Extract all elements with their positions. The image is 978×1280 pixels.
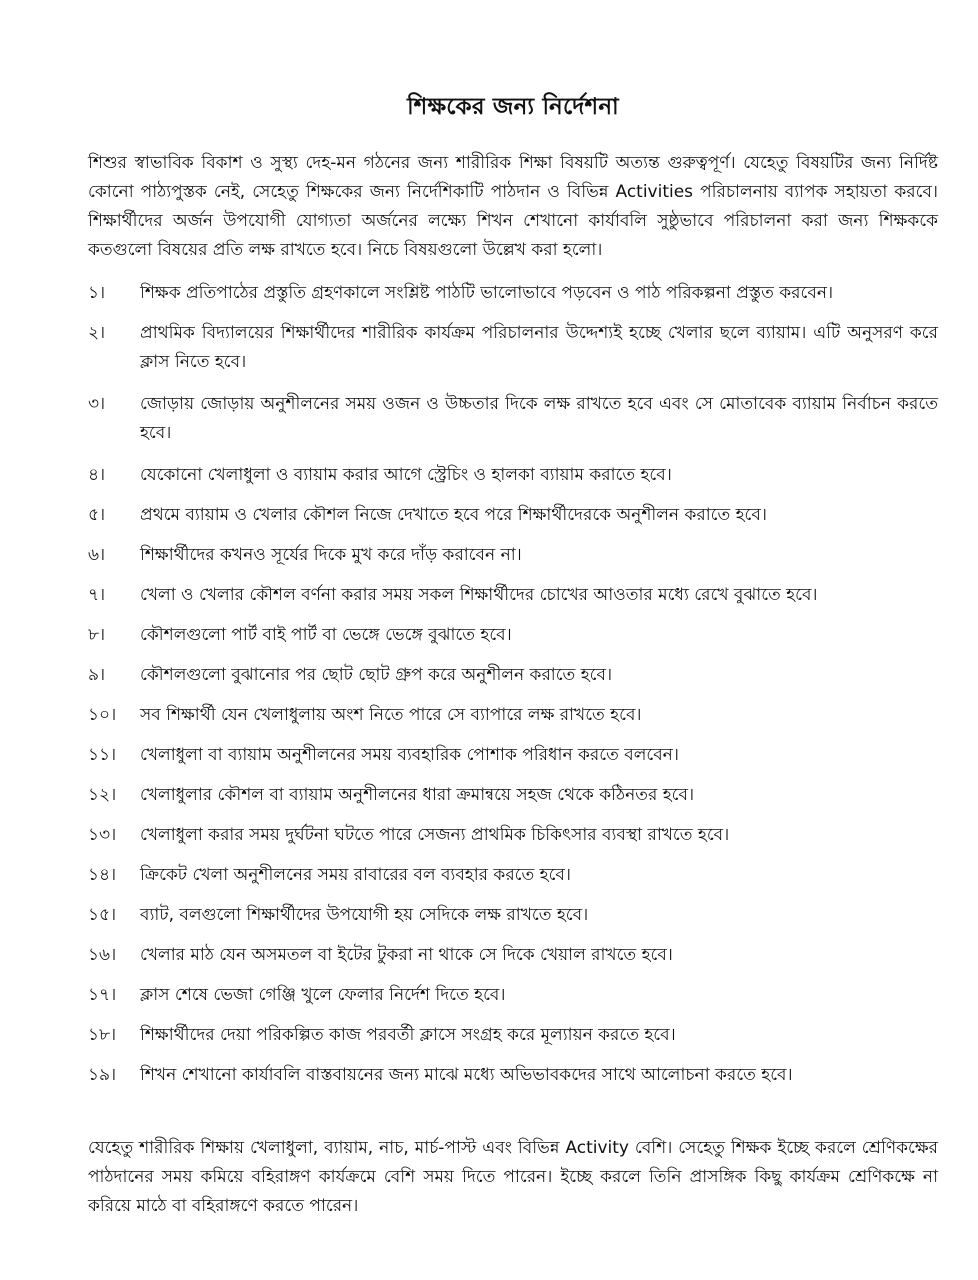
item-number: ১৩। (88, 825, 117, 845)
item-number: ১১। (88, 745, 117, 765)
item-number: ১৮। (88, 1025, 117, 1045)
item-text: শিক্ষার্থীদের দেয়া পরিকল্পিত কাজ পরবর্তী ক্লাসে সংগ্রহ করে মূল্যায়ন করতে হবে। (140, 1025, 676, 1045)
list-item (88, 1061, 938, 1090)
item-text: জোড়ায় জোড়ায় অনুশীলনের সময় ওজন ও উচ্চতার দিকে লক্ষ রাখতে হবে এবং সে মোতাবেক ব্যায়াম নির্বাচন করতে হবে। (140, 394, 938, 443)
item-text: ক্রিকেট খেলা অনুশীলনের সময় রাবারের বল ব্যবহার করতে হবে। (140, 865, 571, 885)
list-item (88, 781, 938, 810)
list-item (88, 701, 938, 730)
item-number: ১৭। (88, 985, 117, 1005)
item-text: ব্যাট, বলগুলো শিক্ষার্থীদের উপযোগী হয় সেদিকে লক্ষ রাখতে হবে। (140, 905, 589, 925)
item-number: ৫। (88, 505, 106, 525)
item-number: ৪। (88, 465, 106, 485)
item-text: প্রাথমিক বিদ্যালয়ের শিক্ষার্থীদের শারীরিক কার্যক্রম পরিচালনার উদ্দেশ্যই হচ্ছে খেলার ছলে ব্যায়াম। এটি অনুসরণ করে ক্লাস নিতে হবে। (140, 323, 938, 372)
item-number: ২। (88, 323, 106, 343)
list-item (88, 501, 938, 530)
item-text: ক্লাস শেষে ভেজা গেঞ্জি খুলে ফেলার নির্দেশ দিতে হবে। (140, 985, 506, 1005)
list-item (88, 621, 938, 650)
list-item (88, 741, 938, 770)
item-text: খেলাধুলা করার সময় দুর্ঘটনা ঘটতে পারে সেজন্য প্রাথমিক চিকিৎসার ব্যবস্থা রাখতে হবে। (140, 825, 730, 845)
item-number: ১০। (88, 705, 117, 725)
list-item (88, 661, 938, 690)
item-text: সব শিক্ষার্থী যেন খেলাধুলায় অংশ নিতে পারে সে ব্যাপারে লক্ষ রাখতে হবে। (140, 705, 642, 725)
item-number: ১৫। (88, 905, 117, 925)
item-text: শিক্ষার্থীদের কখনও সূর্যের দিকে মুখ করে দাঁড় করাবেন না। (140, 545, 522, 565)
item-text: খেলা ও খেলার কৌশল বর্ণনা করার সময় সকল শিক্ষার্থীদের চোখের আওতার মধ্যে রেখে বুঝাতে হবে। (140, 585, 818, 605)
document-page (88, 88, 938, 1221)
item-number: ৩। (88, 394, 106, 414)
item-number: ৮। (88, 625, 106, 645)
list-item (88, 319, 938, 377)
list-item (88, 541, 938, 570)
item-number: ৬। (88, 545, 106, 565)
list-item (88, 390, 938, 448)
list-item (88, 461, 938, 490)
item-number: ১। (88, 283, 106, 303)
item-text: শিখন শেখানো কার্যাবলি বাস্তবায়নের জন্য মাঝে মধ্যে অভিভাবকদের সাথে আলোচনা করতে হবে। (140, 1065, 793, 1085)
item-text: প্রথমে ব্যায়াম ও খেলার কৌশল নিজে দেখাতে হবে পরে শিক্ষার্থীদেরকে অনুশীলন করাতে হবে। (140, 505, 767, 525)
item-text: খেলাধুলার কৌশল বা ব্যায়াম অনুশীলনের ধারা ক্রমান্বয়ে সহজ থেকে কঠিনতর হবে। (140, 785, 695, 805)
item-text: খেলার মাঠ যেন অসমতল বা ইটের টুকরা না থাকে সে দিকে খেয়াল রাখতে হবে। (140, 945, 673, 965)
item-number: ১৬। (88, 945, 117, 965)
list-item (88, 941, 938, 970)
intro-paragraph: শিশুর স্বাভাবিক বিকাশ ও সুস্থ্য দেহ-মন গঠনের জন্য শারীরিক শিক্ষা বিষয়টি অত্যন্ত গুরুত্বপূর্ণ। যেহেতু বিষয়টির জন্য নির্দিষ্ট কোনো পাঠ্যপুস্তক নেই, সেহেতু শিক্ষকের জন্য নির্দেশিকাটি পাঠদান ও বিভিন্ন Activities পরিচালনায় ব্যাপক সহায়তা করবে। শিক্ষার্থীদের অর্জন উপযোগী যোগ্যতা অর্জনের লক্ষ্যে শিখন শেখানো কার্যাবলি সুষ্ঠুভাবে পরিচালনা করা জন্য শিক্ষককে কতগুলো বিষয়ের প্রতি লক্ষ রাখতে হবে। নিচে বিষয়গুলো উল্লেখ করা হলো। (88, 153, 938, 260)
instruction-list (88, 279, 938, 1090)
list-item (88, 1021, 938, 1050)
item-text: কৌশলগুলো বুঝানোর পর ছোট ছোট গ্রুপ করে অনুশীলন করাতে হবে। (140, 665, 613, 685)
list-item (88, 581, 938, 610)
list-item (88, 901, 938, 930)
item-text: শিক্ষক প্রতিপাঠের প্রস্তুতি গ্রহণকালে সংশ্লিষ্ট পাঠটি ভালোভাবে পড়বেন ও পাঠ পরিকল্পনা প্রস্তুত করবেন। (140, 283, 834, 303)
list-item (88, 861, 938, 890)
item-number: ১৯। (88, 1065, 117, 1085)
list-item (88, 981, 938, 1010)
item-number: ১৪। (88, 865, 117, 885)
page-title: শিক্ষকের জন্য নির্দেশনা (407, 94, 619, 120)
item-text: খেলাধুলা বা ব্যায়াম অনুশীলনের সময় ব্যবহারিক পোশাক পরিধান করতে বলবেন। (140, 745, 679, 765)
item-number: ১২। (88, 785, 117, 805)
list-item (88, 821, 938, 850)
item-number: ৯। (88, 665, 106, 685)
list-item (88, 279, 938, 308)
item-text: কৌশলগুলো পার্ট বাই পার্ট বা ভেঙ্গে ভেঙ্গে বুঝাতে হবে। (140, 625, 512, 645)
item-text: যেকোনো খেলাধুলা ও ব্যায়াম করার আগে স্ট্রেচিং ও হালকা ব্যায়াম করাতে হবে। (140, 465, 672, 485)
closing-paragraph: যেহেতু শারীরিক শিক্ষায় খেলাধুলা, ব্যায়াম, নাচ, মার্চ-পাস্ট এবং বিভিন্ন Activity বেশি। সেহেতু শিক্ষক ইচ্ছে করলে শ্রেণিকক্ষের পাঠদানের সময় কমিয়ে বহিরাঙ্গণ কার্যক্রমে বেশি সময় দিতে পারেন। ইচ্ছে করলে তিনি প্রাসঙ্গিক কিছু কার্যক্রম শ্রেণিকক্ষে না করিয়ে মাঠে বা বহিরাঙ্গণে করতে পারেন। (88, 1138, 938, 1216)
item-number: ৭। (88, 585, 106, 605)
